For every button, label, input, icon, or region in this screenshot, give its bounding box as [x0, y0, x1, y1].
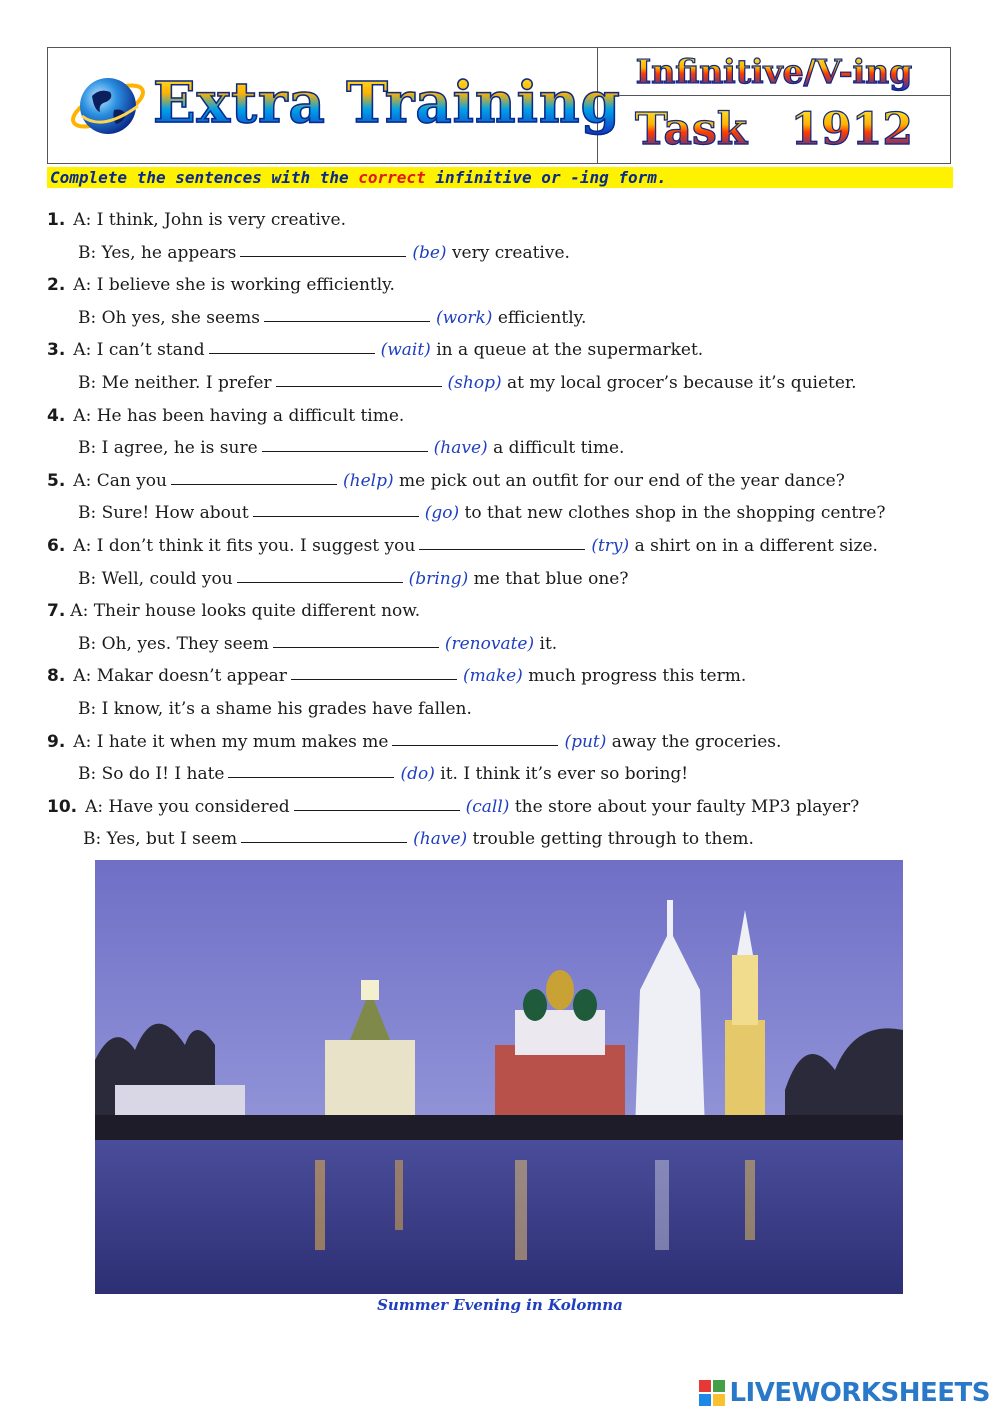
sentence-text-end: trouble getting through to them.: [472, 829, 754, 849]
sentence-text-end: a shirt on in a different size.: [634, 536, 878, 556]
sentence-text-end: it.: [539, 634, 558, 654]
answer-blank[interactable]: [262, 450, 428, 452]
sentence-text-end: a difficult time.: [493, 438, 625, 458]
liveworksheets-icon: [699, 1380, 725, 1406]
answer-blank[interactable]: [241, 841, 407, 843]
sentence-text: B: Me neither. I prefer: [78, 373, 272, 393]
exercise-number: 8.: [47, 666, 66, 686]
answer-blank[interactable]: [294, 809, 460, 811]
brand-title: Extra Training: [153, 70, 621, 136]
exercise-10-line-a: [47, 797, 859, 817]
sentence-text: B: Well, could you: [78, 569, 233, 589]
kolomna-photo: [95, 860, 903, 1294]
answer-blank[interactable]: [240, 255, 406, 257]
worksheet-header: [47, 47, 951, 164]
verb-hint: (help): [343, 471, 394, 491]
task-cell: [598, 96, 950, 163]
exercise-8-line-b: [78, 699, 472, 719]
task-number: Task 1912: [634, 104, 914, 155]
sentence-text-end: very creative.: [451, 243, 570, 263]
exercise-6-line-b: [78, 569, 628, 589]
liveworksheets-logo[interactable]: [699, 1378, 990, 1408]
sentence-text-end: much progress this term.: [528, 666, 747, 686]
verb-hint: (shop): [447, 373, 502, 393]
exercise-3-line-b: [78, 373, 857, 393]
sentence-text-end: efficiently.: [497, 308, 587, 328]
sentence-text-end: me that blue one?: [473, 569, 629, 589]
sentence-text-end: it. I think it’s ever so boring!: [440, 764, 689, 784]
exercise-number: 1.: [47, 210, 66, 230]
sentence-text: B: I know, it’s a shame his grades have fallen.: [78, 699, 472, 719]
sentence-text: B: Oh yes, she seems: [78, 308, 260, 328]
verb-hint: (work): [435, 308, 493, 328]
sentence-text: B: So do I! I hate: [78, 764, 225, 784]
sentence-text: A: I don’t think it fits you. I suggest you: [73, 536, 416, 556]
verb-hint: (put): [564, 732, 607, 752]
sentence-text-end: in a queue at the supermarket.: [436, 340, 704, 360]
exercise-10-line-b: [83, 829, 754, 849]
exercise-number: 7.: [47, 601, 66, 621]
sentence-text: A: I hate it when my mum makes me: [73, 732, 389, 752]
sentence-text: A: I can’t stand: [73, 340, 205, 360]
sentence-text: B: Yes, but I seem: [83, 829, 238, 849]
photo-illustration: [95, 860, 903, 1294]
sentence-text: A: Have you considered: [85, 797, 290, 817]
verb-hint: (try): [591, 536, 630, 556]
exercise-number: 9.: [47, 732, 66, 752]
answer-blank[interactable]: [419, 548, 585, 550]
answer-blank[interactable]: [237, 581, 403, 583]
sentence-text: B: Sure! How about: [78, 503, 249, 523]
exercise-4-line-b: [78, 438, 624, 458]
answer-blank[interactable]: [392, 744, 558, 746]
answer-blank[interactable]: [253, 515, 419, 517]
answer-blank[interactable]: [264, 320, 430, 322]
exercise-number: 2.: [47, 275, 66, 295]
exercise-number: 10.: [47, 797, 78, 817]
exercise-8-line-a: [47, 666, 746, 686]
sentence-text: A: He has been having a difficult time.: [73, 406, 405, 426]
answer-blank[interactable]: [291, 678, 457, 680]
verb-hint: (go): [424, 503, 460, 523]
verb-hint: (do): [400, 764, 435, 784]
sentence-text: B: Oh, yes. They seem: [78, 634, 269, 654]
sentence-text: A: Their house looks quite different now.: [70, 601, 421, 621]
answer-blank[interactable]: [273, 646, 439, 648]
verb-hint: (call): [465, 797, 510, 817]
topic-title: Infinitive/V-ing: [635, 52, 913, 91]
exercise-9-line-a: [47, 732, 781, 752]
sentence-text-end: at my local grocer’s because it’s quieter.: [507, 373, 857, 393]
sentence-text-end: me pick out an outfit for our end of the year dance?: [399, 471, 845, 491]
photo-caption: Summer Evening in Kolomna: [377, 1296, 623, 1314]
sentence-text: A: I think, John is very creative.: [73, 210, 346, 230]
answer-blank[interactable]: [276, 385, 442, 387]
verb-hint: (wait): [380, 340, 431, 360]
exercise-4-line-a: [47, 406, 404, 426]
brand-panel: [48, 48, 621, 163]
exercise-number: 5.: [47, 471, 66, 491]
verb-hint: (have): [413, 829, 468, 849]
exercise-3-line-a: [47, 340, 703, 360]
instruction-text-after: infinitive or -ing form.: [435, 168, 667, 187]
exercise-2-line-b: [78, 308, 586, 328]
sentence-text-end: away the groceries.: [611, 732, 782, 752]
sentence-text: A: Can you: [73, 471, 167, 491]
verb-hint: (be): [412, 243, 447, 263]
verb-hint: (bring): [408, 569, 469, 589]
exercise-6-line-a: [47, 536, 878, 556]
sentence-text-end: the store about your faulty MP3 player?: [514, 797, 860, 817]
answer-blank[interactable]: [171, 483, 337, 485]
instruction-text-before: Complete the sentences with the: [50, 168, 349, 187]
exercise-7-line-b: [78, 634, 557, 654]
answer-blank[interactable]: [209, 352, 375, 354]
exercise-2-line-a: [47, 275, 395, 295]
exercise-7-line-a: [47, 601, 420, 621]
liveworksheets-text: LIVEWORKSHEETS: [729, 1378, 990, 1408]
instructions: [50, 168, 667, 187]
exercise-1-line-b: [78, 243, 570, 263]
globe-icon: [68, 66, 148, 146]
verb-hint: (renovate): [444, 634, 535, 654]
sentence-text: A: I believe she is working efficiently.: [73, 275, 395, 295]
instruction-highlight-word: correct: [358, 168, 426, 187]
task-panel: [598, 48, 950, 163]
exercise-number: 3.: [47, 340, 66, 360]
verb-hint: (have): [433, 438, 488, 458]
exercise-number: 6.: [47, 536, 66, 556]
verb-hint: (make): [462, 666, 523, 686]
answer-blank[interactable]: [228, 776, 394, 778]
sentence-text: B: I agree, he is sure: [78, 438, 258, 458]
exercise-number: 4.: [47, 406, 66, 426]
exercise-9-line-b: [78, 764, 688, 784]
sentence-text: B: Yes, he appears: [78, 243, 237, 263]
exercise-5-line-a: [47, 471, 845, 491]
exercise-5-line-b: [78, 503, 885, 523]
topic-cell: [598, 48, 950, 96]
sentence-text: A: Makar doesn’t appear: [73, 666, 287, 686]
sentence-text-end: to that new clothes shop in the shopping centre?: [464, 503, 886, 523]
exercise-1-line-a: [47, 210, 346, 230]
